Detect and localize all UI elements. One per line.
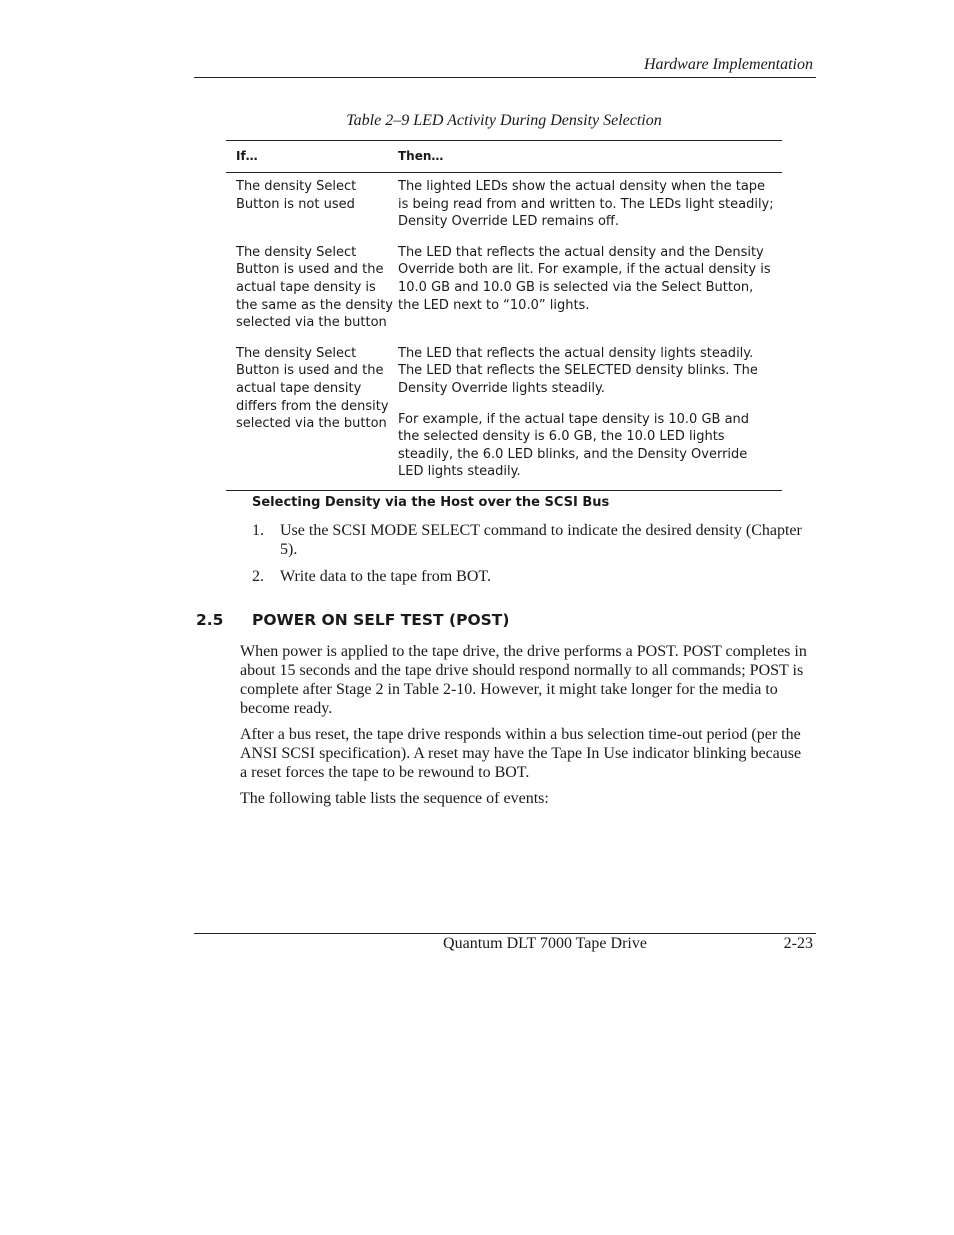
column-header-then: Then…	[398, 149, 444, 163]
body-paragraph: After a bus reset, the tape drive responds within a bus selection time-out period (per the ANSI SCSI specification). A reset may have the Tape In Use indicator blinking because a reset forces the tape to be rewound to BOT.	[240, 726, 802, 781]
table-cell-paragraph: For example, if the actual tape density is 10.0 GB and the selected density is 6.0 GB, the 10.0 LED lights steadily, the 6.0 LED blinks, and the Density Override LED lights steadily.	[398, 411, 750, 480]
table-cell-then	[398, 244, 782, 332]
table-row	[226, 244, 782, 345]
table-cell-paragraph: The lighted LEDs show the actual density when the tape is being read from and written to. The LEDs light steadily; Density Override LED remains off.	[398, 179, 774, 230]
footer-doc-title: Quantum DLT 7000 Tape Drive	[443, 935, 647, 952]
column-header-if: If…	[236, 149, 258, 163]
step-text: Use the SCSI MODE SELECT command to indicate the desired density (Chapter 5).	[280, 522, 802, 558]
section-title: POWER ON SELF TEST (POST)	[252, 611, 510, 629]
step-number: 1.	[252, 522, 264, 539]
step-number: 2.	[252, 568, 264, 585]
table-row	[226, 345, 782, 490]
header-rule	[194, 77, 816, 78]
body-paragraph: When power is applied to the tape drive, the drive performs a POST. POST completes in about 15 seconds and the tape drive should respond normally to all commands; POST is complete after Stage 2 in Table 2-10. However, it might take longer for the media to become ready.	[240, 643, 807, 717]
list-item	[252, 521, 812, 559]
footer-rule	[194, 933, 816, 934]
table-cell-then	[398, 178, 782, 231]
subsection-heading: Selecting Density via the Host over the SCSI Bus	[252, 495, 610, 510]
section-number: 2.5	[196, 611, 224, 629]
table-row	[226, 173, 782, 244]
body-paragraph: The following table lists the sequence of events:	[240, 790, 549, 807]
page-number: 2-23	[783, 935, 813, 952]
table-cell-then	[398, 345, 782, 481]
table-cell-paragraph: The LED that reflects the actual density and the Density Override both are lit. For example, if the actual density is 10.0 GB and 10.0 GB is selected via the Select Button, the LED next to “10.0” lights.	[398, 244, 771, 313]
table-caption: Table 2–9 LED Activity During Density Selection	[346, 112, 662, 129]
table-header-row	[226, 141, 782, 173]
procedure-steps	[252, 521, 812, 586]
table-cell-if: The density Select Button is used and the actual tape density is the same as the density selected via the button	[236, 244, 394, 331]
running-header: Hardware Implementation	[643, 56, 813, 73]
list-item	[252, 567, 812, 586]
step-text: Write data to the tape from BOT.	[280, 568, 491, 585]
led-activity-table	[226, 140, 782, 491]
table-cell-if: The density Select Button is not used	[236, 179, 357, 212]
table-cell-paragraph: The LED that reflects the actual density lights steadily. The LED that reflects the SELECTED density blinks. The Density Override lights steadily.	[398, 345, 758, 396]
table-cell-if: The density Select Button is used and the actual tape density differs from the density selected via the button	[236, 345, 389, 432]
